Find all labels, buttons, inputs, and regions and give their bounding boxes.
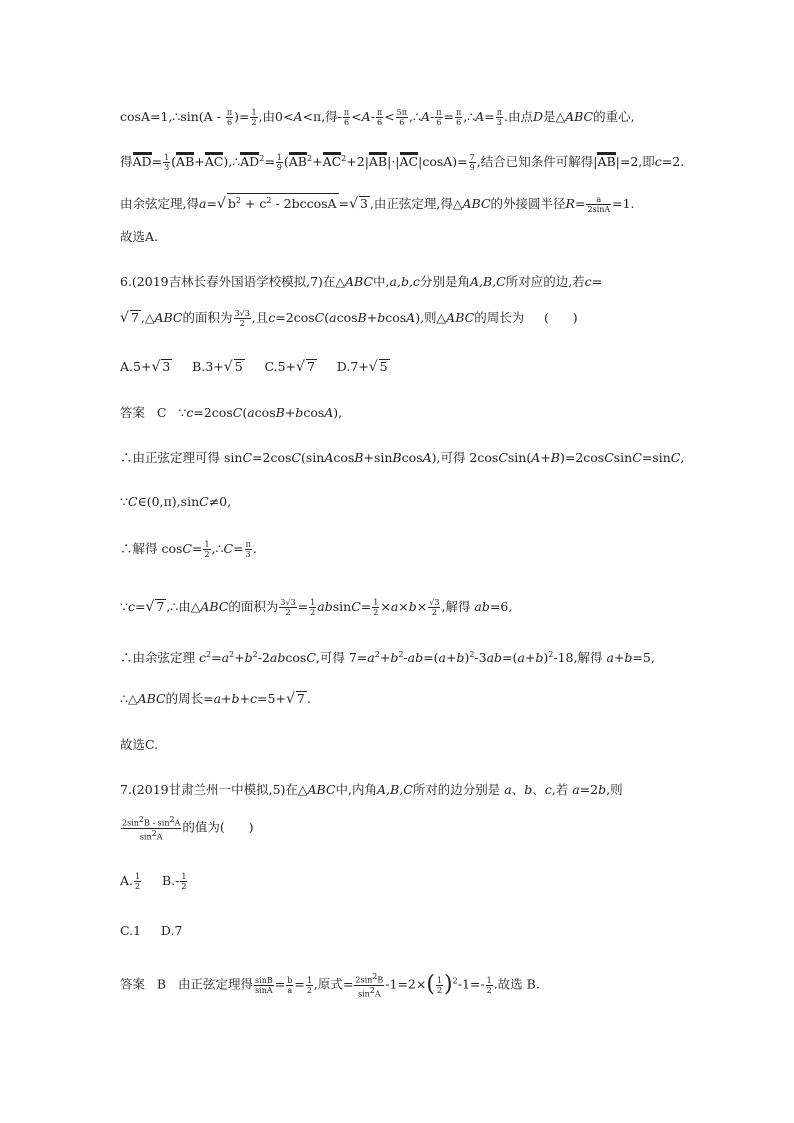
answer-6-line-3: ∵C∈(0,π),sinC≠0, xyxy=(120,494,232,509)
answer-6-line-7: ∴△ABC的周长=a+b+c=5+√ 7 . xyxy=(120,691,311,707)
answer-6-line-2: ∴由正弦定理可得 sinC=2cosC(sinAcosB+sinBcosA),可得 2cosCsin(A+B)=2cosCsinC=sinC, xyxy=(120,450,685,465)
solution-line-1: cosA=1,∴sin(A - $\frac{\pi}{6}$ )= $\frac{1}{2}$ ,由0<A<π,得- $\frac{\pi}{6}$ <A- $\frac{\pi}{6}$ < $\frac{5\pi}{6}$ ,∴A- $\frac{\pi}{6}$ = $\frac{\pi}{6}$ ,∴A= $\frac{\pi}{3}$ .由点D是△ABC的重心, xyxy=(120,108,635,127)
answer-6-line-8: 故选C. xyxy=(120,737,159,752)
answer-6-line-6: ∴由余弦定理 $c^2=a^2+b^2-2abcosC$,可得 $7=a^2+b^2-ab=(a+b)^2-3ab=(a+b)^2-18$,解得 a+b=5, xyxy=(120,650,655,666)
solution-line-2: 得AD= $\frac{1}{3}$ $(AB+AC),\therefore AD^2=$ $\frac{1}{9}$ $(AB^2+AC^2+2|AB|\cdot|AC|\cos A)=$ $\frac{7}{9}$ ,结合已知条件可解得|AB|=2,即c=2. xyxy=(120,153,685,173)
answer-6-line-5: ∵c=√ 7 ,∴由△ABC的面积为 $\frac{3√3}{2}$ = $\frac{1}{2}$ absinC= $\frac{1}{2}$ ×a×b× $\frac{√3}{2}$ ,解得 ab=6, xyxy=(120,598,513,617)
solution-line-3: 由余弦定理,得a=√ $b^2 + c^2 - 2bccosA$ =√ 3 ,由正弦定理,得△ABC的外接圆半径R= $\frac{a}{2\sin A}$ =1. xyxy=(120,193,635,214)
answer-6-line-1: 答案 C ∵c=2cosC(acosB+bcosA), xyxy=(120,405,343,420)
question-7-stem-1: 7.(2019甘肃兰州一中模拟,5)在△ABC中,内角A,B,C所对的边分别是 a、b、c,若 a=2b,则 xyxy=(120,782,623,797)
solution-line-4: 故选A. xyxy=(120,229,159,244)
answer-6-line-4: ∴解得 cosC= $\frac{1}{2}$ ,∴C= $\frac{\pi}{3}$ . xyxy=(120,540,257,559)
answer-7: 答案 B 由正弦定理得 $\frac{\sin B}{\sin A}$ = $\frac{b}{a}$ = $\frac{1}{2}$ ,原式= $\frac{2\sin^2B}{\sin^2A}$ -1=2×( $\frac{1}{2}$ )$^2$-1=- $\frac{1}{2}$ .故选 B. xyxy=(120,972,540,999)
question-6-stem-1: 6.(2019吉林长春外国语学校模拟,7)在△ABC中,a,b,c分别是角A,B,C所对应的边,若c= xyxy=(120,274,603,289)
question-7-options-cd: C.1 D.7 xyxy=(120,923,183,938)
question-7-stem-2: $\frac{2\sin^2B - \sin^2A}{\sin^2A}$ 的值为( ) xyxy=(122,815,254,842)
question-6-options: A.5+√ 3 B.3+√ 5 C.5+√ 7 D.7+√ 5 xyxy=(120,359,388,375)
question-6-stem-2: √ 7 ,△ABC的面积为 $\frac{3√3}{2}$ ,且c=2cosC(acosB+bcosA),则△ABC的周长为 ( ) xyxy=(120,309,578,328)
question-7-options-ab: A. $\frac{1}{2}$ B.- $\frac{1}{2}$ xyxy=(120,872,187,891)
